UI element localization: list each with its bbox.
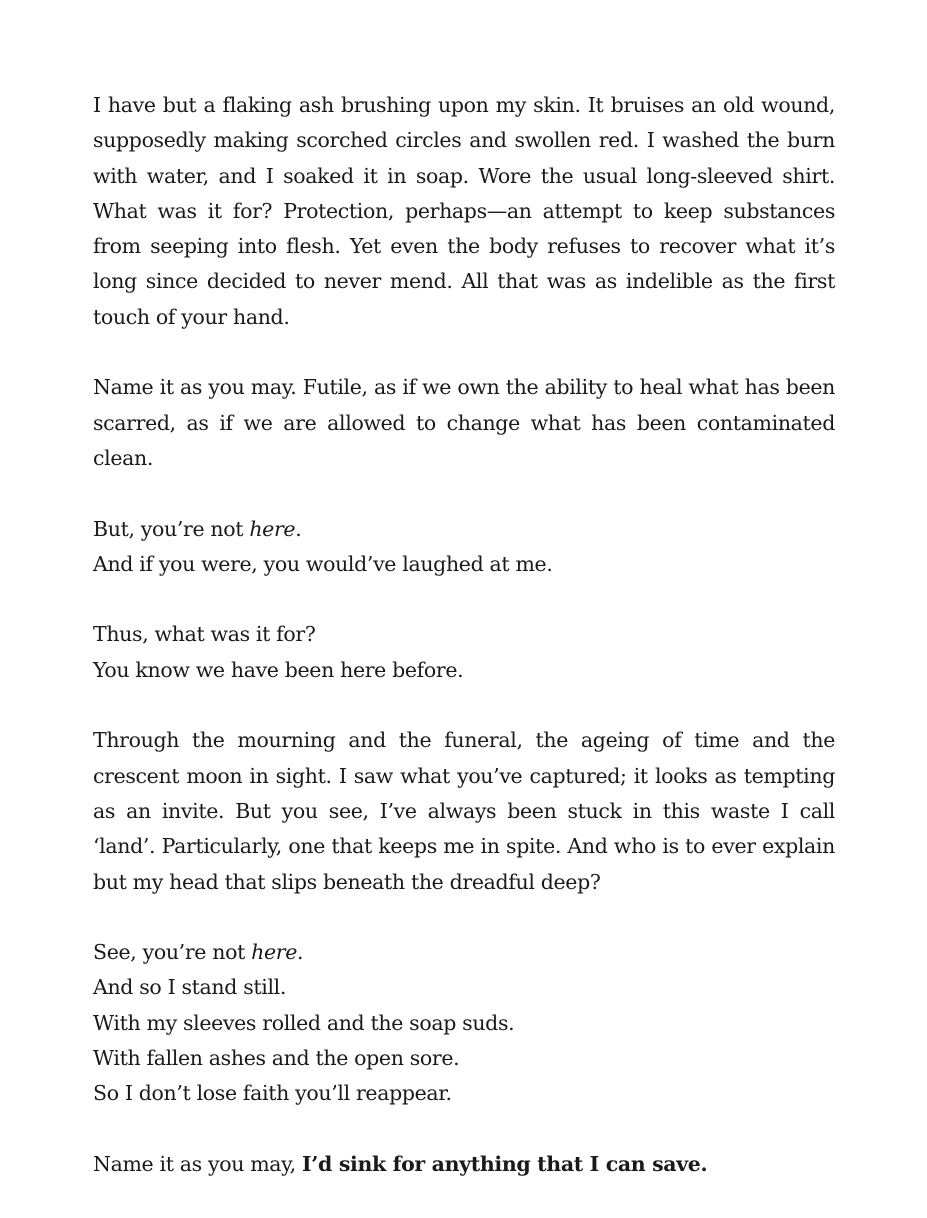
stanza-4-line-1: Thus, what was it for? <box>93 622 316 647</box>
stanza-6-line-3: With my sleeves rolled and the soap suds. <box>93 1010 515 1035</box>
closing-line-prefix: Name it as you may, <box>93 1151 303 1176</box>
stanza-3 <box>93 512 835 583</box>
stanza-6-line-1-prefix: See, you’re not <box>93 940 252 965</box>
stanza-6-line-4: With fallen ashes and the open sore. <box>93 1046 460 1071</box>
stanza-4-line-2: You know we have been here before. <box>93 657 464 682</box>
stanza-6-line-1-suffix: . <box>297 940 304 965</box>
stanza-4 <box>93 617 835 688</box>
stanza-3-line-1 <box>93 512 835 547</box>
stanza-3-line-1-prefix: But, you’re not <box>93 516 250 541</box>
stanza-6-line-2: And so I stand still. <box>93 975 287 1000</box>
poem-page <box>93 88 835 1218</box>
emphasis-here-2: here <box>251 940 298 965</box>
paragraph-5: Through the mourning and the funeral, the ageing of time and the crescent moon in sight. I saw what you’ve captured; it looks as tempting as an invite. But you see, I’ve always been stuck in this waste I call ‘land’. Particularly, one that keeps me in spite. And who is to ever explain but my head that slips beneath the dreadful deep? <box>93 728 835 894</box>
stanza-6-line-5: So I don’t lose faith you’ll reappear. <box>93 1081 452 1106</box>
closing-line <box>93 1147 835 1182</box>
stanza-3-line-1-suffix: . <box>295 516 302 541</box>
stanza-6 <box>93 935 835 1111</box>
paragraph-1: I have but a flaking ash brushing upon my skin. It bruises an old wound, supposedly making scorched circles and swollen red. I washed the burn with water, and I soaked it in soap. Wore the usual long-sleeved shirt. What was it for? Protection, perhaps—an attempt to keep substances from seeping into flesh. Yet even the body refuses to recover what it’s long since decided to never mend. All that was as indelible as the first touch of your hand. <box>93 93 835 329</box>
stanza-6-line-1 <box>93 935 835 970</box>
stanza-3-line-2: And if you were, you would’ve laughed at me. <box>93 551 553 576</box>
paragraph-2: Name it as you may. Futile, as if we own the ability to heal what has been scarred, as if we are allowed to change what has been contaminated clean. <box>93 375 835 470</box>
emphasis-here: here <box>249 516 296 541</box>
closing-line-bold: I’d sink for anything that I can save. <box>302 1151 708 1176</box>
